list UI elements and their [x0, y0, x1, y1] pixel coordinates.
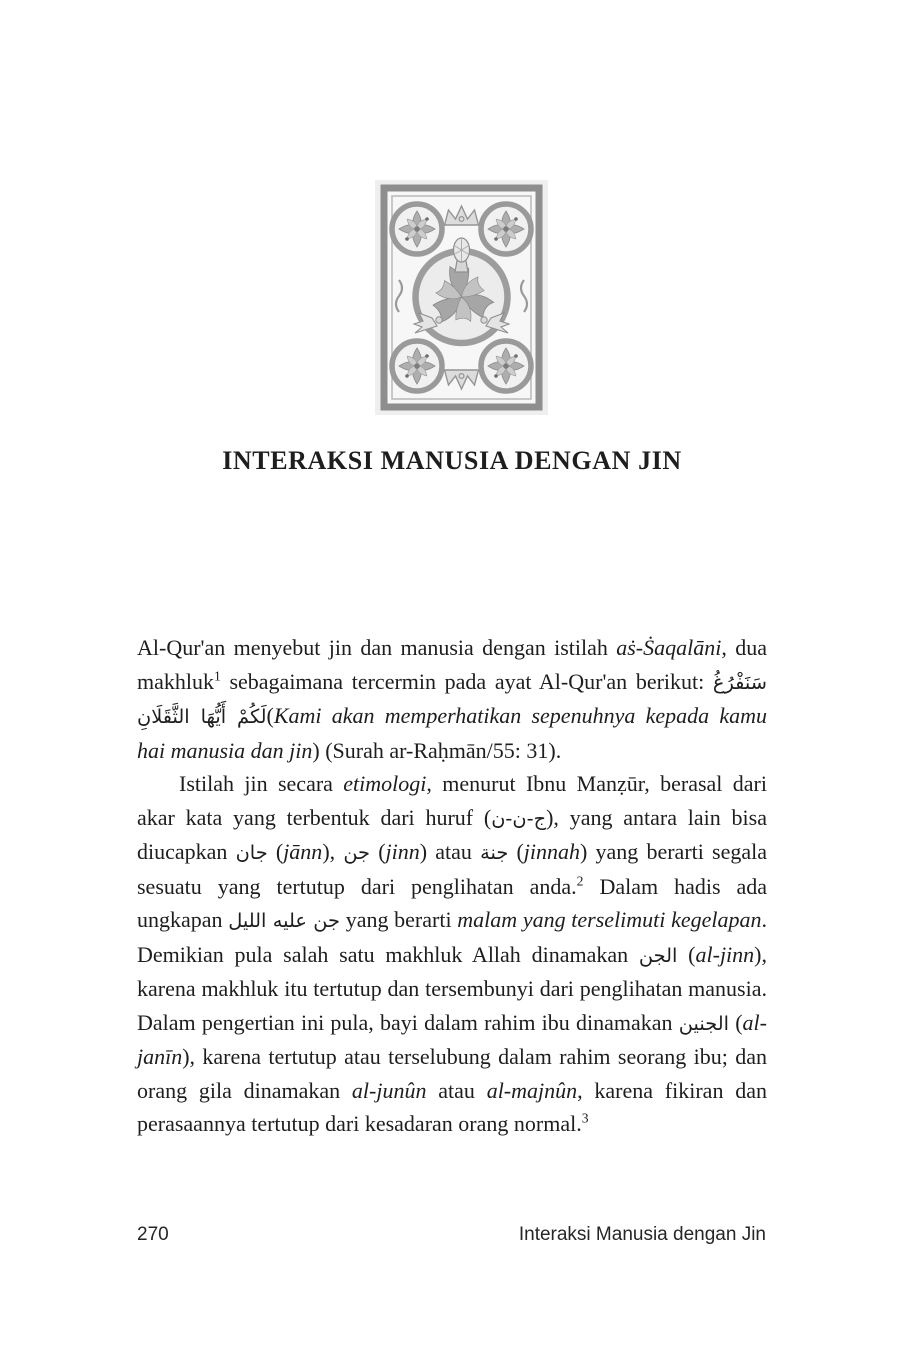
text-segment: , karena fikiran dan perasaannya tertutup dari kesadaran orang normal. [137, 1077, 767, 1136]
paragraph [137, 631, 767, 767]
arabic-phrase: جن عليه الليل [228, 909, 341, 932]
arabic-phrase: جن [343, 841, 371, 864]
text-segment: ) (Surah ar-Raḥmān/55: 31). [312, 737, 562, 763]
arabic-phrase: الجنين [678, 1011, 729, 1035]
text-segment: , dua makhluk [137, 635, 767, 694]
italic-text: aṡ-Ṡaqalāni [616, 635, 722, 660]
text-segment: ), karena makhluk itu tertutup dan tersembunyi dari penglihatan manusia. Dalam pengertian ini pula, bayi dalam rahim ibu dinamakan [137, 941, 767, 1035]
italic-text: al-majnûn [486, 1077, 578, 1103]
text-segment: yang berarti [340, 907, 458, 932]
paragraph [137, 767, 767, 1141]
floral-engraving-ornament [375, 180, 548, 415]
ornament-graphic [375, 180, 548, 415]
text-segment: ), karena tertutup atau terselubung dalam rahim seorang ibu; dan orang gila dinamakan [137, 1044, 767, 1103]
italic-text: al-janīn [137, 1009, 767, 1069]
body-text [137, 631, 767, 1141]
italic-text: malam yang terselimuti kegelapan [457, 907, 762, 932]
text-segment: ( [508, 839, 524, 864]
italic-text: jānn [283, 839, 323, 864]
text-segment: ) atau [419, 839, 481, 864]
text-segment: ( [677, 941, 696, 967]
italic-text: etimologi [343, 771, 427, 796]
text-segment: , menurut Ibnu Manẓūr, berasal dari akar kata yang terbentuk dari huruf ( [137, 771, 767, 830]
arabic-phrase: الجن [638, 943, 678, 967]
page-number: 270 [137, 1224, 169, 1245]
chapter-title: INTERAKSI MANUSIA DENGAN JIN [222, 446, 682, 475]
running-title: Interaksi Manusia dengan Jin [518, 1224, 766, 1245]
text-segment: ( [266, 703, 274, 728]
arabic-phrase: جنة [480, 841, 509, 864]
footnote-marker: 1 [214, 668, 221, 684]
text-segment: Dalam hadis ada ungkapan [137, 873, 767, 932]
text-segment: atau [426, 1077, 487, 1103]
text-segment: ( [728, 1009, 743, 1035]
italic-text: al-jinn [695, 941, 755, 967]
italic-text: al-junûn [351, 1077, 427, 1103]
arabic-phrase: جان [235, 841, 268, 864]
arabic-phrase: ج-ن-ن [491, 806, 547, 830]
footnote-marker: 2 [576, 873, 584, 889]
text-segment: sebagaimana tercermin pada ayat Al-Qur'an berikut: [220, 668, 713, 694]
italic-text: jinnah [523, 839, 581, 864]
text-segment: ) yang berarti segala sesuatu yang tertutup dari penglihatan anda. [137, 839, 768, 899]
text-segment: ( [370, 839, 386, 864]
text-segment: ( [267, 839, 284, 864]
italic-text: jinn [385, 839, 420, 864]
arabic-phrase: سَنَفْرُغُ لَكُمْ أَيُّهَا الثَّقَلَانِ [137, 670, 767, 728]
text-segment: Istilah jin secara [179, 771, 344, 796]
text-segment: ), yang antara lain bisa diucapkan [137, 804, 767, 864]
text-segment: . Demikian pula salah satu makhluk Allah dinamakan [137, 907, 768, 967]
italic-text: Kami akan memperhatikan sepenuhnya kepada kamu hai manusia dan jin [137, 703, 767, 763]
page-footer [137, 1224, 766, 1246]
footnote-marker: 3 [581, 1110, 589, 1126]
text-segment: Al-Qur'an menyebut jin dan manusia dengan istilah [137, 635, 617, 660]
text-segment: ), [322, 839, 344, 864]
